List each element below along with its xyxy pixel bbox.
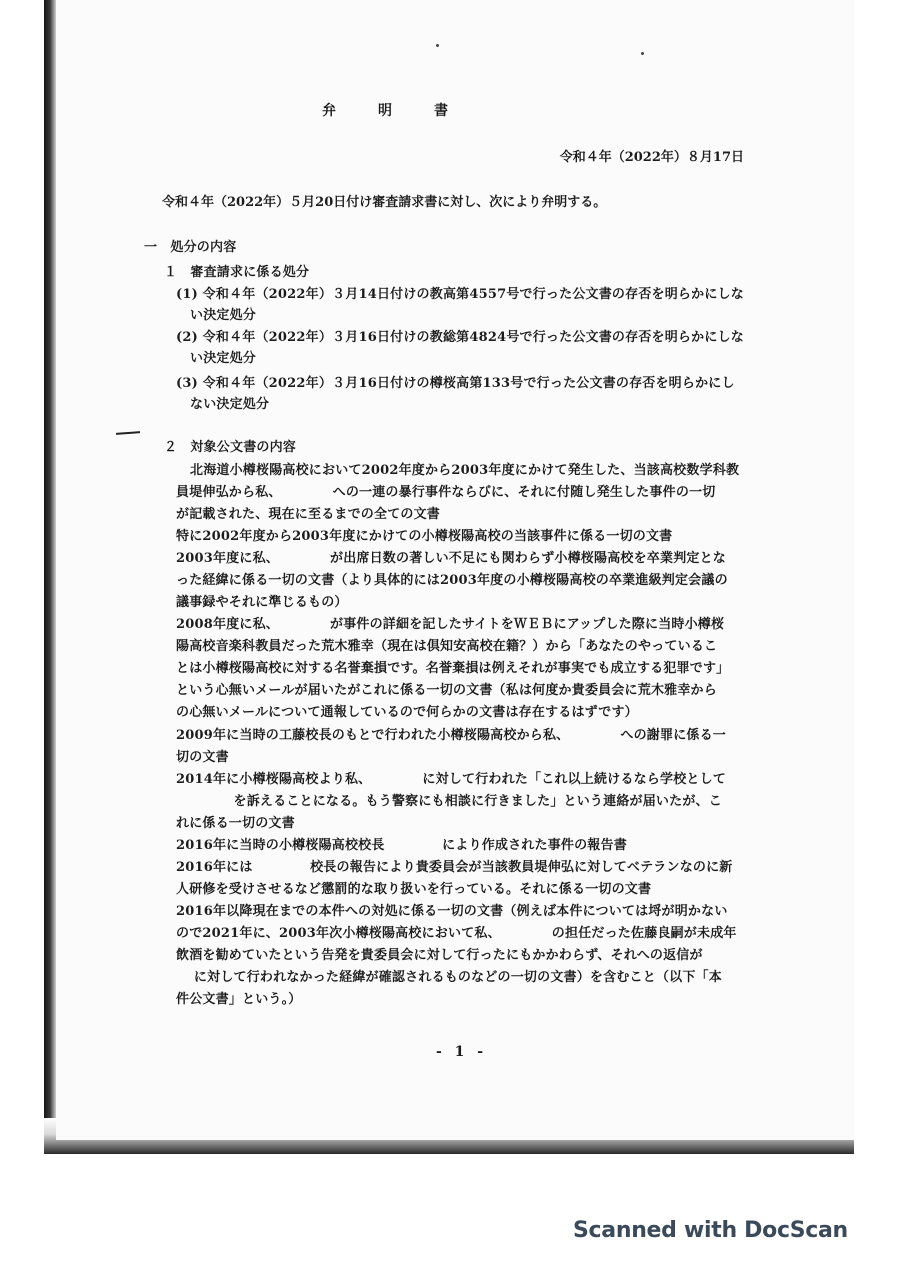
item-line: (3) 令和４年（2022年）３月16日付けの樽桜高第133号で行った公文書の存否を明らかにし: [176, 376, 735, 391]
item-line: い決定処分: [190, 351, 257, 366]
body-line: 北海道小樽桜陽高校において2002年度から2003年度にかけて発生した、当該高校数学科教: [190, 463, 740, 478]
item-line: ない決定処分: [190, 397, 270, 412]
body-line: 2014年に小樽桜陽高校より私、 に対して行われた「これ以上続けるなら学校として: [176, 772, 727, 787]
body-line: を訴えることになる。もう警察にも相談に行きました」という連絡が届いたが、こ: [176, 794, 722, 809]
item-line: い決定処分: [190, 308, 257, 323]
body-line: 議事録やそれに準じるもの）: [176, 595, 348, 610]
body-line: 2003年度に私、 が出席日数の著しい不足にも関わらず小樽桜陽高校を卒業判定とな: [176, 551, 727, 566]
page-number: - 1 -: [436, 1044, 488, 1060]
subsection-heading: １ 審査請求に係る処分: [164, 265, 310, 280]
body-line: 特に2002年度から2003年度にかけての小樽桜陽高校の当該事件に係る一切の文書: [176, 529, 673, 544]
document-date: 令和４年（2022年）８月17日: [559, 150, 744, 165]
scan-left-shadow: [44, 0, 56, 1150]
subsection-heading: ２ 対象公文書の内容: [164, 440, 297, 455]
speck: [641, 52, 644, 55]
body-line: ので2021年に、2003年次小樽桜陽高校において私、 の担任だった佐藤良嗣が未成年: [176, 926, 737, 941]
document-page: [56, 0, 854, 1140]
body-line: 飲酒を勧めていたという告発を貴委員会に対して行ったにもかかわらず、それへの返信が: [176, 948, 703, 963]
body-line: 切の文書: [176, 750, 229, 765]
body-line: という心無いメールが届いたがこれに係る一切の文書（私は何度か貴委員会に荒木雅幸から: [176, 683, 717, 698]
body-line: 人研修を受けさせるなど懲罰的な取り扱いを行っている。それに係る一切の文書: [176, 882, 652, 897]
body-line: れに係る一切の文書: [176, 816, 295, 831]
body-line: 陽高校音楽科教員だった荒木雅幸（現在は倶知安高校在籍？）から「あなたのやっているこ: [176, 639, 718, 654]
body-line: の心無いメールについて通報しているので何らかの文書は存在するはずです）: [176, 705, 638, 720]
body-line: 2009年に当時の工藤校長のもとで行われた小樽桜陽高校から私、 への謝罪に係る一: [176, 728, 727, 743]
body-line: 2016年以降現在までの本件への対処に係る一切の文書（例えば本件については埒が明かない: [176, 904, 728, 919]
body-line: 2016年に当時の小樽桜陽高校校長 により作成された事件の報告書: [176, 838, 627, 853]
body-line: に対して行われなかった経緯が確認されるものなどの一切の文書）を含むこと（以下「本: [176, 970, 722, 985]
body-line: 2008年度に私、 が事件の詳細を記したサイトをＷＥＢにアップした際に当時小樽桜: [176, 617, 725, 632]
item-line: (2) 令和４年（2022年）３月16日付けの教総第4824号で行った公文書の存否を明らかにしな: [176, 330, 744, 345]
margin-mark: [116, 431, 140, 435]
body-line: った経緯に係る一切の文書（より具体的には2003年度の小樽桜陽高校の卒業進級判定会議の: [176, 573, 728, 588]
section-heading: 一 処分の内容: [144, 240, 237, 255]
body-line: とは小樽桜陽高校に対する名誉棄損です。名誉棄損は例えそれが事実でも成立する犯罪です」: [176, 661, 730, 676]
document-intro: 令和４年（2022年）５月20日付け審査請求書に対し、次により弁明する。: [162, 195, 607, 210]
document-title: 弁明書: [322, 103, 490, 119]
speck: [436, 44, 439, 47]
body-line: 件公文書」という。）: [176, 992, 302, 1007]
item-line: (1) 令和４年（2022年）３月14日付けの教高第4557号で行った公文書の存否を明らかにしな: [176, 287, 744, 302]
body-line: 2016年には 校長の報告により貴委員会が当該教員堤伸弘に対してベテランなのに新: [176, 860, 733, 875]
scanner-watermark: Scanned with DocScan: [573, 1218, 848, 1243]
body-line: が記載された、現在に至るまでの全ての文書: [176, 507, 441, 522]
body-line: 員堤伸弘から私、 への一連の暴行事件ならびに、それに付随し発生した事件の一切: [176, 485, 716, 500]
